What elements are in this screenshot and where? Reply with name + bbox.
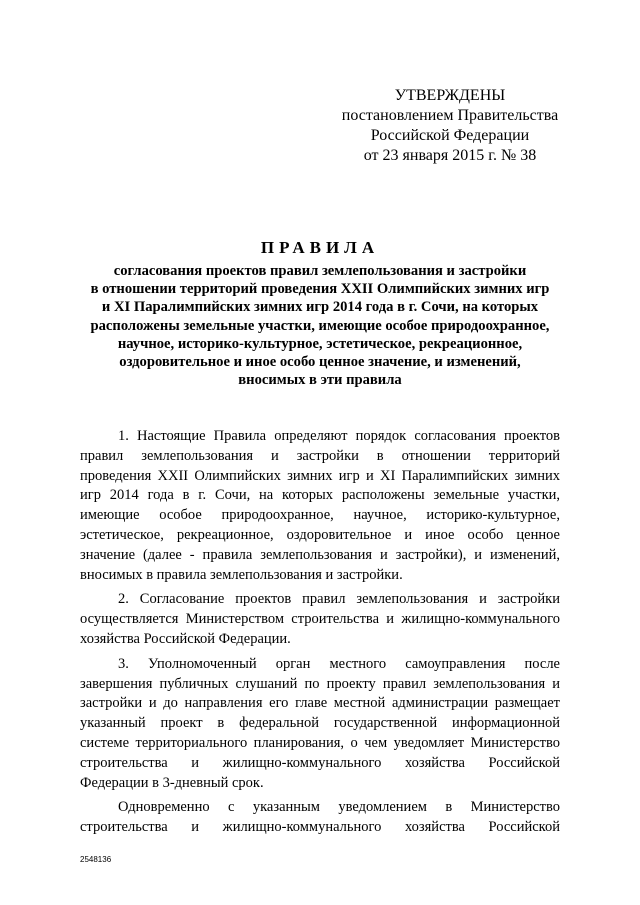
subtitle-line: и XI Паралимпийских зимних игр 2014 года в г. Сочи, на которых	[101, 299, 539, 316]
approval-stamp	[330, 86, 570, 166]
paragraph-line: осуществляется Министерством строительства и жилищно-коммунального	[80, 611, 560, 628]
approval-line: Российской Федерации	[370, 127, 530, 144]
paragraph-line: завершения публичных слушаний по проекту правил землепользования и	[80, 675, 560, 692]
paragraph-line: 3. Уполномоченный орган местного самоуправления после	[118, 655, 560, 672]
document-title: ПРАВИЛА	[260, 238, 380, 257]
subtitle-line: оздоровительное и иное особо ценное значение, и изменений,	[119, 354, 521, 371]
document-subtitle	[60, 262, 580, 389]
subtitle-line: в отношении территорий проведения XXII Олимпийских зимних игр	[90, 281, 550, 298]
paragraph-line: застройки и до направления его главе местной администрации размещает	[80, 695, 560, 712]
paragraph-line: вносимых в правила землепользования и застройки.	[80, 566, 403, 583]
paragraph-line: строительства и жилищно-коммунального хозяйства Российской	[80, 754, 560, 771]
paragraph-line: проведения XXII Олимпийских зимних игр и XI Паралимпийских зимних	[80, 467, 560, 484]
paragraph-line: имеющие особое природоохранное, научное, историко-культурное,	[80, 507, 560, 524]
paragraph-line: Одновременно с указанным уведомлением в Министерство	[118, 799, 560, 816]
paragraph-line: Федерации в 3-дневный срок.	[80, 774, 264, 791]
subtitle-line: согласования проектов правил землепользования и застройки	[113, 263, 527, 279]
paragraph-line: эстетическое, рекреационное, оздоровительное и иное особо ценное	[80, 526, 560, 543]
document-number: 2548136	[80, 855, 112, 864]
paragraph-line: правил землепользования и застройки в отношении территорий	[80, 447, 560, 464]
paragraph-line: значение (далее - правила землепользования и застройки), и изменений,	[80, 546, 560, 563]
paragraph-line: хозяйства Российской Федерации.	[80, 630, 291, 647]
paragraph-line: 1. Настоящие Правила определяют порядок согласования проектов	[118, 428, 560, 444]
paragraph	[80, 427, 560, 585]
subtitle-line: вносимых в эти правила	[238, 372, 402, 389]
paragraph-line: 2. Согласование проектов правил землепользования и застройки	[118, 591, 560, 608]
paragraph	[80, 798, 560, 838]
subtitle-line: научное, историко-культурное, эстетическое, рекреационное,	[117, 335, 523, 352]
paragraph-line: указанный проект в федеральной государственной информационной	[80, 715, 560, 732]
approval-date: от 23 января 2015 г. № 38	[363, 147, 537, 164]
approval-heading: УТВЕРЖДЕНЫ	[394, 87, 506, 104]
approval-line: постановлением Правительства	[341, 107, 559, 124]
paragraph-line: игр 2014 года в г. Сочи, на которых расположены земельные участки,	[80, 487, 560, 504]
paragraph-line: строительства и жилищно-коммунального хозяйства Российской	[80, 819, 560, 836]
paragraph-line: системе территориального планирования, о чем уведомляет Министерство	[80, 734, 560, 751]
paragraph	[80, 590, 560, 649]
paragraph	[80, 655, 560, 794]
document-body	[80, 427, 560, 843]
subtitle-line: расположены земельные участки, имеющие особое природоохранное,	[90, 317, 550, 334]
